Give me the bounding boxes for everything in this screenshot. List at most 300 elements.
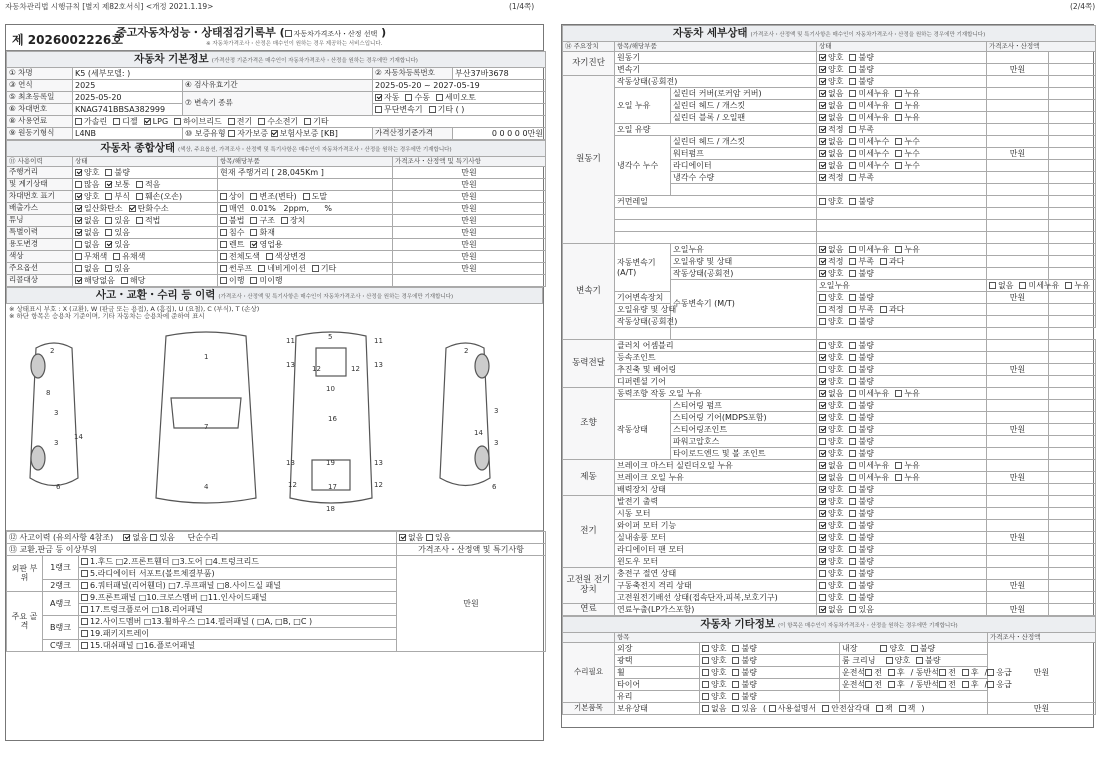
item-label: 실린더 헤드 / 개스킷 xyxy=(671,136,817,148)
status-cell xyxy=(817,88,987,100)
page-number: (1/4쪽) xyxy=(509,2,535,11)
minor-checkbox[interactable] xyxy=(849,90,856,97)
bad-label: 불량 xyxy=(858,496,874,506)
good-checkbox[interactable] xyxy=(819,546,826,553)
bad-label: 불량 xyxy=(858,376,874,386)
minor-label: 미세누유 xyxy=(1028,280,1060,290)
room-cleaning-label: 룸 크리닝 xyxy=(842,655,876,665)
bad-label: 불량 xyxy=(858,364,874,374)
insurance-warranty-checkbox[interactable] xyxy=(271,130,278,137)
item-label: 라디에이터 xyxy=(671,160,817,172)
special-none-checkbox[interactable] xyxy=(75,229,82,236)
good-checkbox[interactable] xyxy=(819,510,826,517)
bad-checkbox[interactable] xyxy=(849,66,856,73)
leak-checkbox[interactable] xyxy=(895,150,902,157)
wheel-pfront-checkbox[interactable] xyxy=(939,669,946,676)
option-none-checkbox[interactable] xyxy=(75,265,82,272)
bad-checkbox[interactable] xyxy=(849,510,856,517)
emission-co-checkbox[interactable] xyxy=(75,205,82,212)
wheel-emergency-checkbox[interactable] xyxy=(987,669,994,676)
fuel-option-checkbox[interactable] xyxy=(75,118,82,125)
bad-checkbox[interactable] xyxy=(849,54,856,61)
good-checkbox[interactable] xyxy=(819,570,826,577)
tire-bad-checkbox[interactable] xyxy=(732,681,739,688)
minor-label: 미세누유 xyxy=(858,460,890,470)
none-checkbox[interactable] xyxy=(819,246,826,253)
good-checkbox[interactable] xyxy=(819,198,826,205)
good-checkbox[interactable] xyxy=(819,78,826,85)
fuel-option-label: 전기 xyxy=(236,116,253,126)
none-checkbox[interactable] xyxy=(819,114,826,121)
sunroof-checkbox[interactable] xyxy=(220,265,227,272)
minor-checkbox[interactable] xyxy=(849,102,856,109)
option-other-checkbox[interactable] xyxy=(312,265,319,272)
bad-checkbox[interactable] xyxy=(849,426,856,433)
price-option-checkbox[interactable] xyxy=(285,30,292,37)
bad-checkbox[interactable] xyxy=(849,498,856,505)
minor-checkbox[interactable] xyxy=(1019,282,1026,289)
bad-label: 불량 xyxy=(858,316,874,326)
vin-good-label: 양호 xyxy=(84,191,100,201)
special-yes-checkbox[interactable] xyxy=(105,229,112,236)
emission-co-label: 일산화탄소 xyxy=(84,203,123,213)
price-unit xyxy=(987,508,1049,520)
tire-emergency-checkbox[interactable] xyxy=(987,681,994,688)
exterior-good-checkbox[interactable] xyxy=(702,645,709,652)
bad-checkbox[interactable] xyxy=(849,402,856,409)
part-checkbox[interactable] xyxy=(81,558,88,565)
achromatic-checkbox[interactable] xyxy=(75,253,82,260)
lack-label: 부족 xyxy=(858,304,874,314)
ok-checkbox[interactable] xyxy=(819,306,826,313)
auto-checkbox[interactable] xyxy=(375,94,382,101)
gloss-bad-label: 불량 xyxy=(741,655,757,665)
price-unit xyxy=(987,172,1049,184)
none-label: 없음 xyxy=(828,472,844,482)
lack-checkbox[interactable] xyxy=(849,306,856,313)
glass-good-label: 양호 xyxy=(711,691,727,701)
exterior-bad-checkbox[interactable] xyxy=(732,645,739,652)
vin-smeared-checkbox[interactable] xyxy=(303,193,310,200)
status-cell xyxy=(817,448,987,460)
over-checkbox[interactable] xyxy=(880,258,887,265)
part-checkbox[interactable] xyxy=(81,570,88,577)
tire-emergency-label: 응급 xyxy=(996,679,1012,689)
minor-checkbox[interactable] xyxy=(849,390,856,397)
good-checkbox[interactable] xyxy=(819,294,826,301)
status-cell xyxy=(817,568,987,580)
bad-checkbox[interactable] xyxy=(849,270,856,277)
bad-label: 불량 xyxy=(858,448,874,458)
triangle-checkbox[interactable] xyxy=(822,705,829,712)
good-checkbox[interactable] xyxy=(819,354,826,361)
leak-label: 누유 xyxy=(904,88,920,98)
leak-checkbox[interactable] xyxy=(895,462,902,469)
status-cell xyxy=(817,52,987,64)
bad-checkbox[interactable] xyxy=(849,546,856,553)
status-cell xyxy=(817,112,987,124)
none-checkbox[interactable] xyxy=(819,390,826,397)
fuel-option-checkbox[interactable] xyxy=(113,118,120,125)
leak-checkbox[interactable] xyxy=(895,162,902,169)
minor-label: 미세누유 xyxy=(858,112,890,122)
flood-checkbox[interactable] xyxy=(220,229,227,236)
vin-altered-checkbox[interactable] xyxy=(250,193,257,200)
mileage-normal-checkbox[interactable] xyxy=(105,181,112,188)
emission-values: 0.01% 2ppm, % xyxy=(250,203,332,213)
item-label: 커먼레일 xyxy=(615,196,817,208)
leak-checkbox[interactable] xyxy=(1065,282,1072,289)
wheel-rear-checkbox[interactable] xyxy=(888,669,895,676)
insurance-warranty-label: 보험사보증 xyxy=(279,128,319,138)
minor-checkbox[interactable] xyxy=(849,114,856,121)
tuning-yes-checkbox[interactable] xyxy=(105,217,112,224)
good-label: 양호 xyxy=(828,340,844,350)
other-trans-checkbox[interactable] xyxy=(429,106,436,113)
item-label: 라디에이터 팬 모터 xyxy=(615,544,817,556)
price-unit xyxy=(987,436,1049,448)
lack-checkbox[interactable] xyxy=(849,258,856,265)
simple-yes-checkbox[interactable] xyxy=(426,534,433,541)
row-label: 특별이력 xyxy=(7,227,73,239)
interior-good-checkbox[interactable] xyxy=(880,645,887,652)
price-unit xyxy=(987,520,1049,532)
overall-row xyxy=(7,239,546,251)
part-checkbox[interactable] xyxy=(81,618,88,625)
item-label: 기어변속장치 xyxy=(615,292,671,304)
none-checkbox[interactable] xyxy=(819,90,826,97)
good-checkbox[interactable] xyxy=(819,558,826,565)
leak-checkbox[interactable] xyxy=(895,90,902,97)
none-checkbox[interactable] xyxy=(819,474,826,481)
leak-checkbox[interactable] xyxy=(895,114,902,121)
other-info-table xyxy=(562,616,1096,715)
glass-bad-checkbox[interactable] xyxy=(732,693,739,700)
bad-checkbox[interactable] xyxy=(849,558,856,565)
none-checkbox[interactable] xyxy=(819,462,826,469)
tire-pfront-checkbox[interactable] xyxy=(939,681,946,688)
mileage-many-checkbox[interactable] xyxy=(75,181,82,188)
recall-done-checkbox[interactable] xyxy=(220,277,227,284)
bad-checkbox[interactable] xyxy=(849,534,856,541)
lack-checkbox[interactable] xyxy=(849,174,856,181)
status-cell xyxy=(817,532,987,544)
section-title: 자동차 기본정보 xyxy=(134,53,209,66)
status-cell xyxy=(817,484,987,496)
mileage-few-label: 적음 xyxy=(144,179,161,189)
tire-front-checkbox[interactable] xyxy=(865,681,872,688)
part-checkbox[interactable] xyxy=(81,630,88,637)
doc-number-suffix: 호 xyxy=(111,33,123,47)
bad-checkbox[interactable] xyxy=(849,414,856,421)
good-checkbox[interactable] xyxy=(819,582,826,589)
tuning-none-checkbox[interactable] xyxy=(75,217,82,224)
wheel-bad-checkbox[interactable] xyxy=(732,669,739,676)
vin-differ-checkbox[interactable] xyxy=(220,193,227,200)
emission-hc-label: 탄화수소 xyxy=(137,203,169,213)
leak-checkbox[interactable] xyxy=(895,138,902,145)
bad-checkbox[interactable] xyxy=(849,366,856,373)
minor-checkbox[interactable] xyxy=(849,138,856,145)
bad-checkbox[interactable] xyxy=(849,486,856,493)
manual-checkbox[interactable] xyxy=(769,705,776,712)
none-label: 없음 xyxy=(828,100,844,110)
bad-checkbox[interactable] xyxy=(849,594,856,601)
rankA-label: A랭크 xyxy=(43,591,79,615)
leak-checkbox[interactable] xyxy=(895,474,902,481)
tuning-structure-checkbox[interactable] xyxy=(250,217,257,224)
recall-applicable-checkbox[interactable] xyxy=(121,277,128,284)
none-checkbox[interactable] xyxy=(819,138,826,145)
ok-checkbox[interactable] xyxy=(819,126,826,133)
detail-row xyxy=(563,304,1096,316)
lack-checkbox[interactable] xyxy=(849,126,856,133)
accident-yes-checkbox[interactable] xyxy=(150,534,157,541)
fuel-option-checkbox[interactable] xyxy=(228,118,235,125)
bad-checkbox[interactable] xyxy=(849,438,856,445)
full-paint-checkbox[interactable] xyxy=(220,253,227,260)
simple-none-checkbox[interactable] xyxy=(399,534,406,541)
minor-checkbox[interactable] xyxy=(849,162,856,169)
ok-checkbox[interactable] xyxy=(819,258,826,265)
status-cell xyxy=(817,172,987,184)
detail-row xyxy=(563,64,1096,76)
fuel-option-checkbox[interactable] xyxy=(144,118,151,125)
commercial-checkbox[interactable] xyxy=(250,241,257,248)
detail-row xyxy=(563,340,1096,352)
good-checkbox[interactable] xyxy=(819,594,826,601)
row-label: 및 계기상태 xyxy=(7,179,73,191)
item-label xyxy=(671,184,817,196)
form-law-header: 자동차관리법 시행규칙 [별지 제82호서식] <개정 2021.1.19> xyxy=(5,2,214,11)
gloss-good-checkbox[interactable] xyxy=(702,657,709,664)
minor-checkbox[interactable] xyxy=(849,462,856,469)
leak-label: 누수 xyxy=(904,160,920,170)
bad-checkbox[interactable] xyxy=(849,342,856,349)
leak-checkbox[interactable] xyxy=(895,102,902,109)
good-checkbox[interactable] xyxy=(819,342,826,349)
mileage-many-label: 많음 xyxy=(84,179,100,189)
room-good-checkbox[interactable] xyxy=(886,657,893,664)
none-label: 없음 xyxy=(828,160,844,170)
part-checkbox[interactable] xyxy=(81,594,88,601)
good-checkbox[interactable] xyxy=(819,66,826,73)
item-label: 타이로드엔드 및 볼 조인트 xyxy=(671,448,817,460)
bad-checkbox[interactable] xyxy=(849,378,856,385)
part-checkbox[interactable] xyxy=(81,582,88,589)
emission-smoke-checkbox[interactable] xyxy=(220,205,227,212)
ok-label: 적정 xyxy=(828,172,844,182)
jack2-checkbox[interactable] xyxy=(899,705,906,712)
good-label: 양호 xyxy=(828,580,844,590)
good-checkbox[interactable] xyxy=(819,534,826,541)
recall-not-done-checkbox[interactable] xyxy=(250,277,257,284)
tire-prear-checkbox[interactable] xyxy=(962,681,969,688)
price-unit: 만원 xyxy=(393,251,546,263)
part-checkbox[interactable] xyxy=(81,642,88,649)
tuning-device-label: 장치 xyxy=(289,215,306,225)
good-checkbox[interactable] xyxy=(819,270,826,277)
price-unit xyxy=(987,412,1049,424)
detail-row xyxy=(563,568,1096,580)
tuning-device-checkbox[interactable] xyxy=(281,217,288,224)
minor-checkbox[interactable] xyxy=(849,474,856,481)
wheel-front-checkbox[interactable] xyxy=(865,669,872,676)
base-price-value: 0 0 0 0 0 xyxy=(491,128,528,138)
engine-type-label: ⑨ 원동기형식 xyxy=(7,128,73,140)
fuel-options xyxy=(73,116,546,128)
item-label: 시동 모터 xyxy=(615,508,817,520)
room-bad-checkbox[interactable] xyxy=(916,657,923,664)
bad-checkbox[interactable] xyxy=(849,522,856,529)
fire-checkbox[interactable] xyxy=(250,229,257,236)
jack2-label: 잭 xyxy=(907,703,916,713)
glass-good-checkbox[interactable] xyxy=(702,693,709,700)
tire-rear-checkbox[interactable] xyxy=(888,681,895,688)
good-checkbox[interactable] xyxy=(819,438,826,445)
price-unit xyxy=(817,328,987,340)
minor-checkbox[interactable] xyxy=(849,246,856,253)
good-checkbox[interactable] xyxy=(819,366,826,373)
usage-yes-checkbox[interactable] xyxy=(105,241,112,248)
bad-checkbox[interactable] xyxy=(849,294,856,301)
item-label: 오일누유 xyxy=(817,280,987,292)
bad-label: 불량 xyxy=(858,292,874,302)
status-cell xyxy=(817,244,987,256)
bad-checkbox[interactable] xyxy=(849,318,856,325)
status-cell xyxy=(817,208,987,220)
detail-row xyxy=(563,544,1096,556)
basic-has-checkbox[interactable] xyxy=(732,705,739,712)
price-unit: 만원 xyxy=(987,364,1049,376)
none-label: 없음 xyxy=(828,136,844,146)
over-checkbox[interactable] xyxy=(880,306,887,313)
section-note: (가격산정 기준가격은 매수인이 자동차가격조사・산정을 원하는 경우에만 기재합니다) xyxy=(211,58,418,65)
vin-rust-checkbox[interactable] xyxy=(105,193,112,200)
good-checkbox[interactable] xyxy=(819,54,826,61)
none-checkbox[interactable] xyxy=(819,102,826,109)
mileage-few-checkbox[interactable] xyxy=(136,181,143,188)
section-title: 자동차 기타정보 xyxy=(700,618,776,631)
good-checkbox[interactable] xyxy=(819,486,826,493)
good-checkbox[interactable] xyxy=(819,402,826,409)
vin-smeared-label: 도말 xyxy=(311,191,328,201)
bad-checkbox[interactable] xyxy=(849,354,856,361)
tire-good-checkbox[interactable] xyxy=(702,681,709,688)
option-yes-checkbox[interactable] xyxy=(105,265,112,272)
mileage-good-checkbox[interactable] xyxy=(75,169,82,176)
item-label: 배력장치 상태 xyxy=(615,484,817,496)
color-change-checkbox[interactable] xyxy=(266,253,273,260)
good-checkbox[interactable] xyxy=(819,414,826,421)
page-1 xyxy=(5,24,544,741)
minor-checkbox[interactable] xyxy=(849,150,856,157)
leak-checkbox[interactable] xyxy=(895,246,902,253)
emission-hc-checkbox[interactable] xyxy=(129,205,136,212)
column-header: 항목/해당부품 xyxy=(218,157,393,167)
good-checkbox[interactable] xyxy=(819,426,826,433)
ok-checkbox[interactable] xyxy=(819,174,826,181)
vin-good-checkbox[interactable] xyxy=(75,193,82,200)
basic-none-checkbox[interactable] xyxy=(702,705,709,712)
good-checkbox[interactable] xyxy=(819,450,826,457)
interior-bad-checkbox[interactable] xyxy=(911,645,918,652)
none-checkbox[interactable] xyxy=(989,282,996,289)
option-yes-label: 있음 xyxy=(114,263,130,273)
fuel-option-checkbox[interactable] xyxy=(304,118,311,125)
tire-passenger: 동반석 xyxy=(915,679,940,689)
none-checkbox[interactable] xyxy=(819,150,826,157)
usage-none-checkbox[interactable] xyxy=(75,241,82,248)
good-checkbox[interactable] xyxy=(819,522,826,529)
navigation-checkbox[interactable] xyxy=(258,265,265,272)
jack-checkbox[interactable] xyxy=(876,705,883,712)
bad-checkbox[interactable] xyxy=(849,198,856,205)
rental-checkbox[interactable] xyxy=(220,241,227,248)
price-unit xyxy=(393,275,546,287)
good-checkbox[interactable] xyxy=(819,378,826,385)
item-label: 디퍼렌셜 기어 xyxy=(615,376,817,388)
has-checkbox[interactable] xyxy=(849,606,856,613)
cvt-checkbox[interactable] xyxy=(375,106,382,113)
detail-row xyxy=(563,520,1096,532)
recall-na-checkbox[interactable] xyxy=(75,277,82,284)
good-label: 양호 xyxy=(828,496,844,506)
semi-auto-checkbox[interactable] xyxy=(436,94,443,101)
tuning-illegal-checkbox[interactable] xyxy=(220,217,227,224)
tire-good-label: 양호 xyxy=(711,679,727,689)
vin-damage-checkbox[interactable] xyxy=(136,193,143,200)
year-value: 2025 xyxy=(73,80,183,92)
self-warranty-checkbox[interactable] xyxy=(228,130,235,137)
gloss-bad-checkbox[interactable] xyxy=(732,657,739,664)
tuning-legal-checkbox[interactable] xyxy=(136,217,143,224)
bad-checkbox[interactable] xyxy=(849,570,856,577)
none-label: 없음 xyxy=(828,604,844,614)
none-checkbox[interactable] xyxy=(819,606,826,613)
triangle-label: 안전삼각대 xyxy=(831,703,870,713)
manual-checkbox[interactable] xyxy=(405,94,412,101)
detail-row xyxy=(563,76,1096,88)
accident-none-checkbox[interactable] xyxy=(123,534,130,541)
bad-checkbox[interactable] xyxy=(849,582,856,589)
fuel-option-checkbox[interactable] xyxy=(174,118,181,125)
device-group-label: 원동기 xyxy=(563,76,615,244)
bad-label: 불량 xyxy=(858,544,874,554)
fuel-option-checkbox[interactable] xyxy=(258,118,265,125)
good-checkbox[interactable] xyxy=(819,318,826,325)
part-checkbox[interactable] xyxy=(81,606,88,613)
wheel-good-checkbox[interactable] xyxy=(702,669,709,676)
row-label: 차대번호 표기 xyxy=(7,191,73,203)
chromatic-checkbox[interactable] xyxy=(113,253,120,260)
price-unit xyxy=(987,304,1049,316)
bad-checkbox[interactable] xyxy=(849,78,856,85)
none-checkbox[interactable] xyxy=(819,162,826,169)
vin-label: ⑥ 차대번호 xyxy=(7,104,73,116)
detail-row xyxy=(563,316,1096,328)
status-cell xyxy=(817,292,987,304)
none-label: 없음 xyxy=(998,280,1014,290)
wheel-prear-checkbox[interactable] xyxy=(962,669,969,676)
item-label: 오일누유 xyxy=(671,244,817,256)
overall-row xyxy=(7,263,546,275)
bad-label: 불량 xyxy=(858,268,874,278)
mileage-bad-checkbox[interactable] xyxy=(105,169,112,176)
good-checkbox[interactable] xyxy=(819,498,826,505)
bad-checkbox[interactable] xyxy=(849,450,856,457)
leak-checkbox[interactable] xyxy=(895,390,902,397)
